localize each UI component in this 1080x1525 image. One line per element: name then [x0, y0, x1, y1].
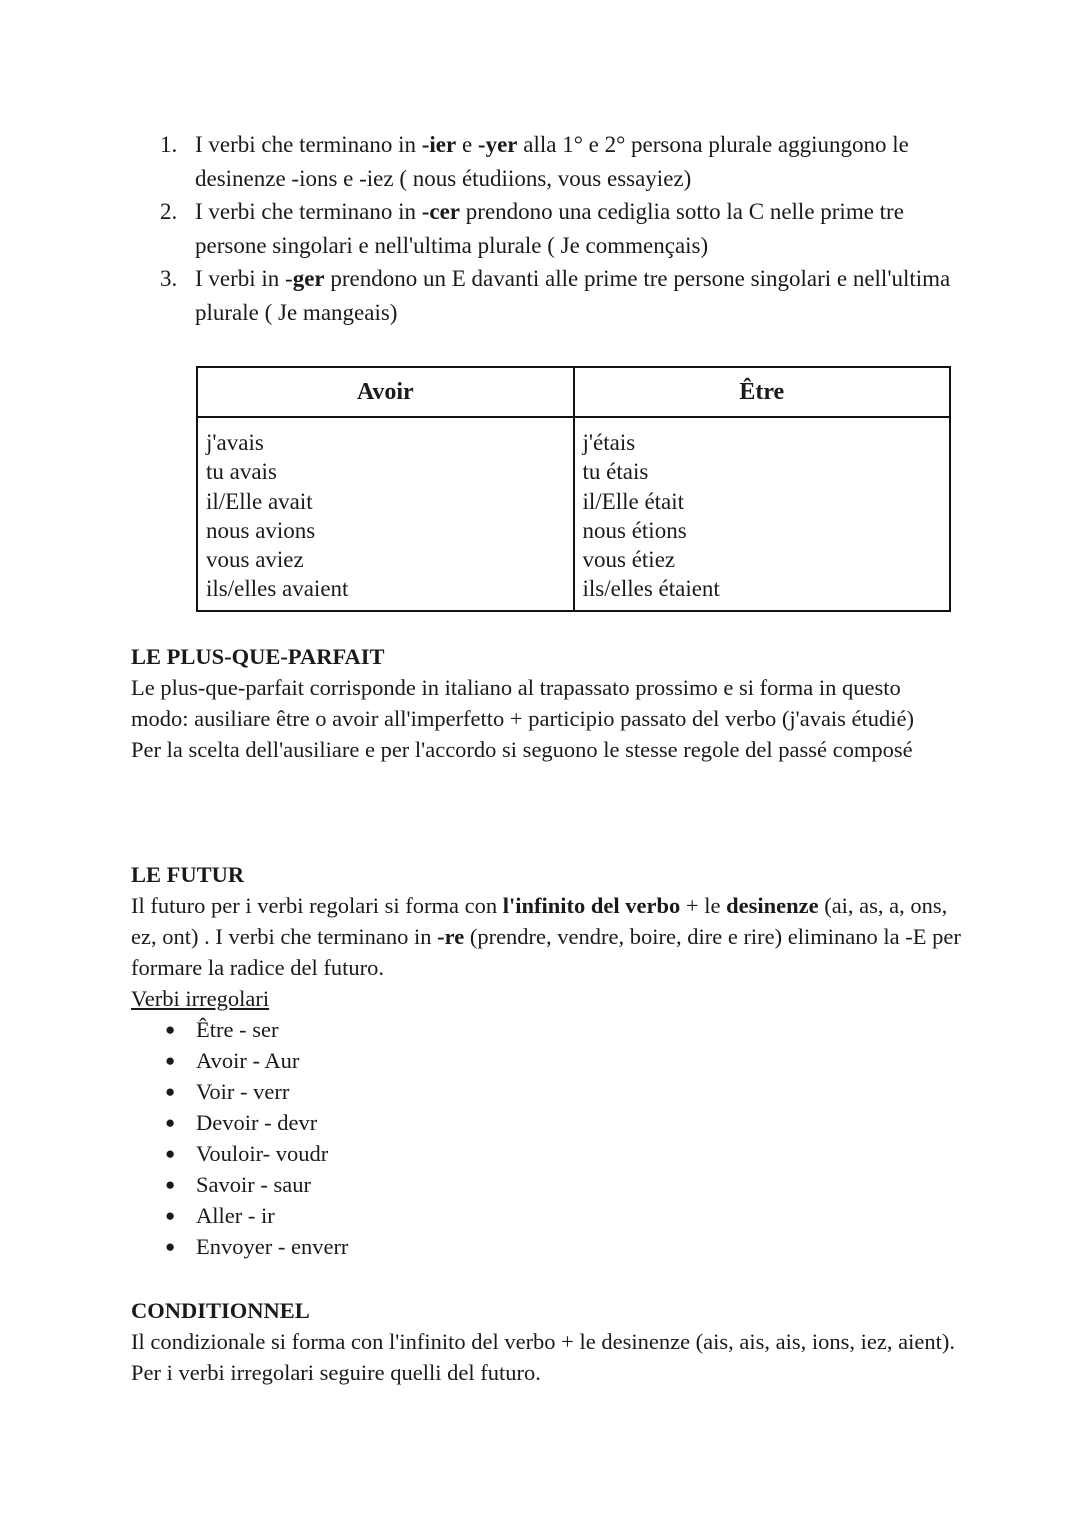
list-item: ● Avoir - Aur: [131, 1045, 961, 1076]
spelling-rules-list: [160, 128, 960, 329]
etre-form: tu étais: [582, 459, 649, 485]
etre-form: j'étais: [582, 430, 636, 455]
rule-text: I verbi in -: [195, 266, 293, 291]
rule-text: prendono una cediglia sotto la C nelle prime tre persone singolari e nell'ultima plurale ( Je commençais): [195, 199, 904, 258]
list-item: ● Voir - verr: [131, 1076, 961, 1107]
list-item: ● Être - ser: [131, 1014, 961, 1045]
avoir-form: il/Elle avait: [206, 488, 313, 514]
text-run: + le: [680, 893, 727, 918]
futur-section: [131, 859, 961, 1262]
rule-text: prendono un E davanti alle prime tre persone singolari e nell'ultima plurale ( Je mangeais): [195, 266, 951, 325]
conjugation-table: [196, 366, 951, 612]
section-title: LE FUTUR: [131, 862, 245, 887]
rule-number: 3.: [160, 266, 178, 291]
rule-text: e: [456, 132, 478, 157]
bold-run: desinenze: [726, 893, 819, 918]
rule-suffix: -cer: [421, 199, 461, 224]
list-item: ● Savoir - saur: [131, 1169, 961, 1200]
rule-suffix: -ier: [421, 132, 457, 157]
list-item: ● Aller - ir: [131, 1200, 961, 1231]
rule-item: [160, 128, 960, 195]
avoir-form: vous aviez: [206, 547, 304, 573]
bold-run: -re: [437, 924, 465, 949]
bold-run: l'infinito del verbo: [502, 893, 681, 918]
etre-form: nous étions: [582, 517, 687, 543]
avoir-form: nous avions: [206, 517, 316, 543]
plus-que-parfait-section: [131, 641, 961, 765]
section-paragraph: [131, 890, 961, 983]
avoir-form: j'avais: [206, 430, 264, 455]
text-run: (prendre, vendre, boire, dire e rire) eliminano la -E per formare la radice del futuro.: [131, 924, 961, 980]
etre-form: il/Elle était: [582, 488, 685, 514]
section-title: CONDITIONNEL: [131, 1298, 310, 1323]
table-header-etre: Être: [574, 367, 951, 417]
section-paragraph: Per la scelta dell'ausiliare e per l'accordo si seguono le stesse regole del passé composé: [131, 737, 913, 762]
rule-text: I verbi che terminano in: [195, 132, 422, 157]
etre-form: ils/elles étaient: [582, 576, 720, 602]
avoir-form: tu avais: [206, 459, 277, 485]
avoir-forms-cell: [197, 417, 574, 611]
rule-item: [160, 262, 960, 329]
rule-text: alla 1° e 2° persona plurale aggiungono le desinenze -ions e -iez ( nous étudiions, vous essayiez): [195, 132, 909, 191]
list-item: ● Devoir - devr: [131, 1107, 961, 1138]
avoir-form: ils/elles avaient: [206, 576, 349, 602]
conditionnel-section: [131, 1295, 961, 1388]
table-header-avoir: Avoir: [197, 367, 574, 417]
rule-item: [160, 195, 960, 262]
rule-suffix: -yer: [477, 132, 518, 157]
list-item: ● Vouloir- voudr: [131, 1138, 961, 1169]
irregular-verbs-label: Verbi irregolari: [131, 986, 270, 1011]
section-title: LE PLUS-QUE-PARFAIT: [131, 644, 385, 669]
rule-text: I verbi che terminano in: [195, 199, 422, 224]
text-run: Il futuro per i verbi regolari si forma con: [131, 893, 503, 918]
rule-number: 2.: [160, 199, 178, 224]
irregular-verbs-list: [131, 1014, 961, 1262]
etre-form: vous étiez: [582, 547, 676, 573]
rule-suffix: ger: [292, 266, 325, 291]
list-item: ● Envoyer - enverr: [131, 1231, 961, 1262]
etre-forms-cell: [574, 417, 951, 611]
section-paragraph: Le plus-que-parfait corrisponde in italiano al trapassato prossimo e si forma in questo modo: ausiliare être o avoir all'imperfetto + participio passato del verbo (j'avais étudié): [131, 675, 915, 731]
rule-number: 1.: [160, 132, 178, 157]
section-paragraph: Il condizionale si forma con l'infinito del verbo + le desinenze (ais, ais, ais, ions, iez, aient). Per i verbi irregolari seguire quelli del futuro.: [131, 1329, 955, 1385]
text-run: (ai, as, a, ons, ez, ont) . I verbi che terminano in: [131, 893, 948, 949]
